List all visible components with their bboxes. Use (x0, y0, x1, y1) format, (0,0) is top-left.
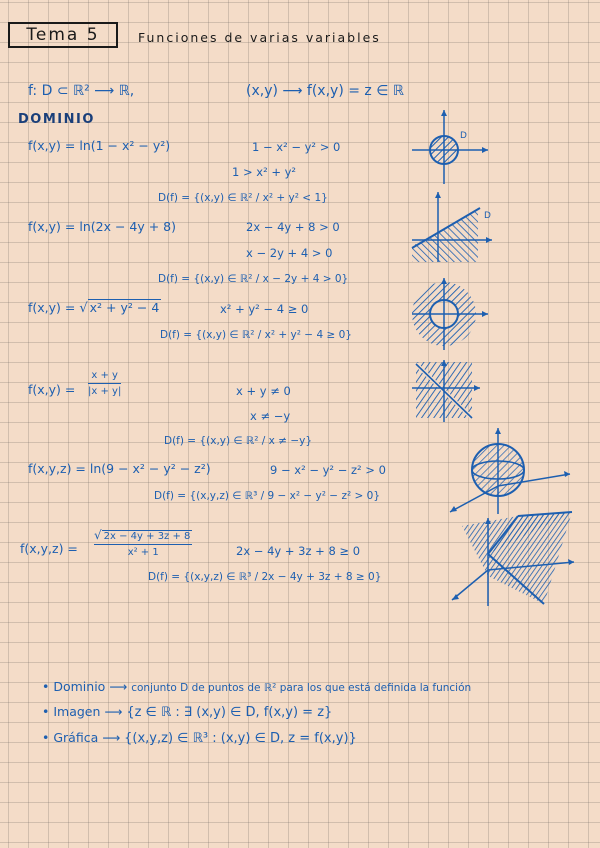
sketch-disk-domain (408, 106, 492, 186)
example-4-numerator: x + y (91, 370, 118, 381)
example-5-function: f(x,y,z) = ln(9 − x² − y² − z²) (28, 461, 211, 476)
sketch-disk-label: D (460, 131, 467, 141)
sketch-halfplane-label: D (484, 211, 491, 221)
example-3-function-prefix: f(x,y) = (28, 300, 76, 315)
example-4-denominator: |x + y| (88, 386, 122, 397)
example-5-step-1: 9 − x² − y² − z² > 0 (270, 463, 386, 477)
example-1-step-2: 1 > x² + y² (232, 165, 297, 179)
summary-dominio-arrow: ⟶ (109, 679, 128, 694)
definition-mapping: f: D ⊂ ℝ² ⟶ ℝ, (28, 83, 135, 99)
example-5-domain: D(f) = {(x,y,z) ∈ ℝ³ / 9 − x² − y² − z² > 0} (154, 490, 380, 502)
example-3-domain: D(f) = {(x,y) ∈ ℝ² / x² + y² − 4 ≥ 0} (160, 329, 352, 341)
example-2-step-2: x − 2y + 4 > 0 (246, 246, 333, 260)
summary-grafica (42, 732, 357, 745)
sketch-plane-minus-line-domain (408, 358, 484, 424)
example-6-radicand: 2x − 4y + 3z + 8 (103, 531, 191, 542)
example-3-radicand: x² + y² − 4 (89, 300, 160, 315)
summary-grafica-term: • Gráfica (42, 730, 99, 745)
example-1-function: f(x,y) = ln(1 − x² − y²) (28, 138, 171, 153)
definition-pair-mapping: (x,y) ⟶ f(x,y) = z ∈ ℝ (246, 83, 404, 99)
example-4-step-2: x ≠ −y (250, 409, 291, 423)
page-subtitle: Funciones de varias variables (138, 30, 381, 45)
summary-grafica-arrow: ⟶ (102, 730, 121, 745)
example-6-numerator: √ 2x − 4y + 3z + 8 (94, 528, 191, 542)
example-6-denominator: x² + 1 (127, 547, 159, 558)
summary-dominio (42, 681, 471, 694)
example-3-function: f(x,y) = √ x² + y² − 4 (28, 300, 160, 316)
sketch-annulus-domain (408, 274, 492, 354)
example-2-domain: D(f) = {(x,y) ∈ ℝ² / x − 2y + 4 > 0} (158, 273, 349, 285)
summary-dominio-term: • Dominio (42, 679, 106, 694)
sketch-halfspace-domain (448, 504, 578, 608)
example-4-function-prefix: f(x,y) = (28, 382, 76, 397)
example-2-step-1: 2x − 4y + 8 > 0 (246, 220, 340, 234)
summary-grafica-text: {(x,y,z) ∈ ℝ³ : (x,y) ∈ D, z = f(x,y)} (124, 731, 357, 746)
example-1-domain: D(f) = {(x,y) ∈ ℝ² / x² + y² < 1} (158, 192, 328, 204)
summary-imagen-text: {z ∈ ℝ : ∃ (x,y) ∈ D, f(x,y) = z} (126, 705, 333, 720)
example-4-domain: D(f) = {(x,y) ∈ ℝ² / x ≠ −y} (164, 435, 313, 447)
example-6-step-1: 2x − 4y + 3z + 8 ≥ 0 (236, 544, 361, 558)
example-4-step-1: x + y ≠ 0 (236, 384, 291, 398)
sketch-halfplane-domain (408, 188, 498, 264)
summary-imagen-arrow: ⟶ (104, 704, 123, 719)
example-6-fraction (94, 528, 192, 558)
example-1-step-1: 1 − x² − y² > 0 (252, 140, 341, 154)
example-6-domain: D(f) = {(x,y,z) ∈ ℝ³ / 2x − 4y + 3z + 8 ≥ 0} (148, 571, 382, 583)
example-3-step-1: x² + y² − 4 ≥ 0 (220, 302, 309, 316)
page-title: Tema 5 (26, 25, 100, 45)
summary-imagen-term: • Imagen (42, 704, 101, 719)
example-4-fraction (88, 370, 121, 397)
section-heading-dominio: DOMINIO (18, 112, 95, 127)
example-2-function: f(x,y) = ln(2x − 4y + 8) (28, 219, 176, 234)
summary-imagen (42, 706, 332, 719)
example-6-function-prefix: f(x,y,z) = (20, 541, 78, 556)
summary-dominio-text: conjunto D de puntos de ℝ² para los que está definida la función (131, 682, 472, 694)
title-box (8, 22, 118, 48)
